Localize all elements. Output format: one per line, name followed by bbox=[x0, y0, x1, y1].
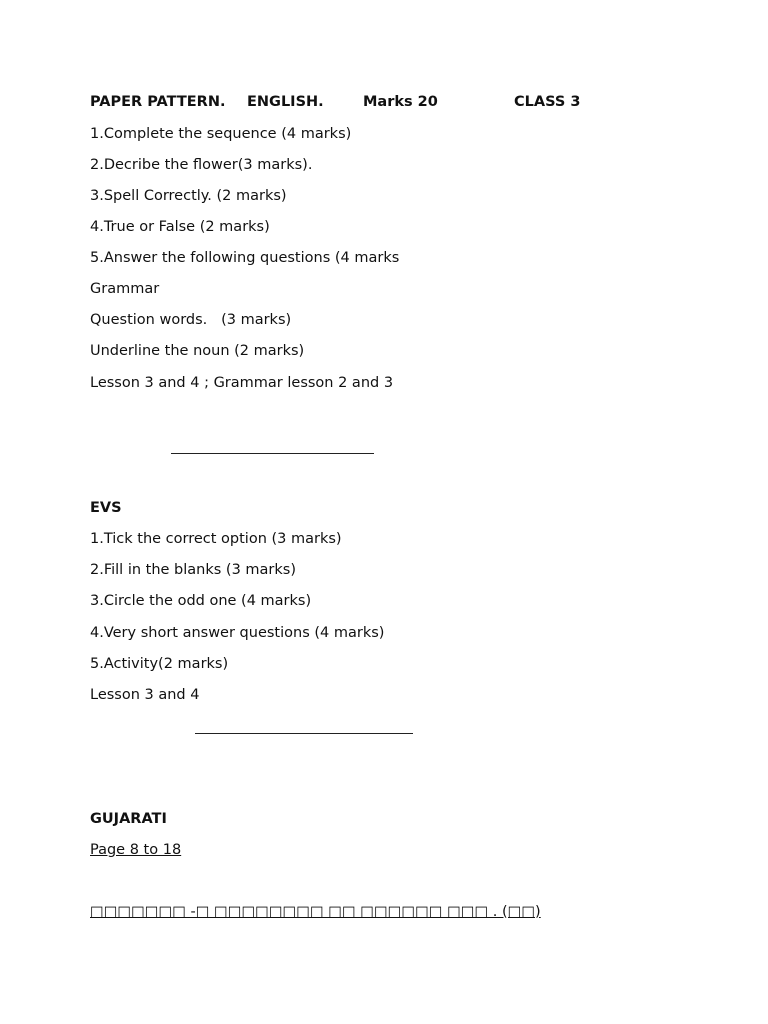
gujarati-pages: Page 8 to 18 bbox=[90, 842, 182, 858]
evs-item: 2.Fill in the blanks (3 marks) bbox=[90, 562, 296, 578]
english-item: 4.True or False (2 marks) bbox=[90, 219, 270, 235]
section-divider bbox=[171, 453, 374, 454]
evs-item: 5.Activity(2 marks) bbox=[90, 656, 229, 672]
gujarati-title: GUJARATI bbox=[90, 811, 167, 827]
english-item: 2.Decribe the flower(3 marks). bbox=[90, 157, 313, 173]
grammar-heading: Grammar bbox=[90, 281, 160, 297]
english-item: Underline the noun (2 marks) bbox=[90, 343, 305, 359]
paper-pattern-title: PAPER PATTERN. bbox=[90, 94, 226, 110]
section-divider bbox=[195, 733, 413, 734]
subject-english: ENGLISH. bbox=[247, 94, 324, 110]
english-item: Question words. (3 marks) bbox=[90, 312, 292, 328]
evs-title: EVS bbox=[90, 500, 122, 516]
gujarati-instruction: □□□□□□□ -□ □□□□□□□□ □□ □□□□□□ □□□ . (□□) bbox=[90, 904, 541, 920]
english-item: 5.Answer the following questions (4 marks bbox=[90, 250, 400, 266]
english-syllabus: Lesson 3 and 4 ; Grammar lesson 2 and 3 bbox=[90, 375, 394, 391]
class-label: CLASS 3 bbox=[514, 94, 581, 110]
english-item: 3.Spell Correctly. (2 marks) bbox=[90, 188, 287, 204]
evs-item: 4.Very short answer questions (4 marks) bbox=[90, 625, 385, 641]
english-item: 1.Complete the sequence (4 marks) bbox=[90, 126, 352, 142]
evs-syllabus: Lesson 3 and 4 bbox=[90, 687, 200, 703]
evs-item: 3.Circle the odd one (4 marks) bbox=[90, 593, 312, 609]
english-marks: Marks 20 bbox=[363, 94, 438, 110]
english-header bbox=[90, 93, 690, 111]
evs-item: 1.Tick the correct option (3 marks) bbox=[90, 531, 342, 547]
